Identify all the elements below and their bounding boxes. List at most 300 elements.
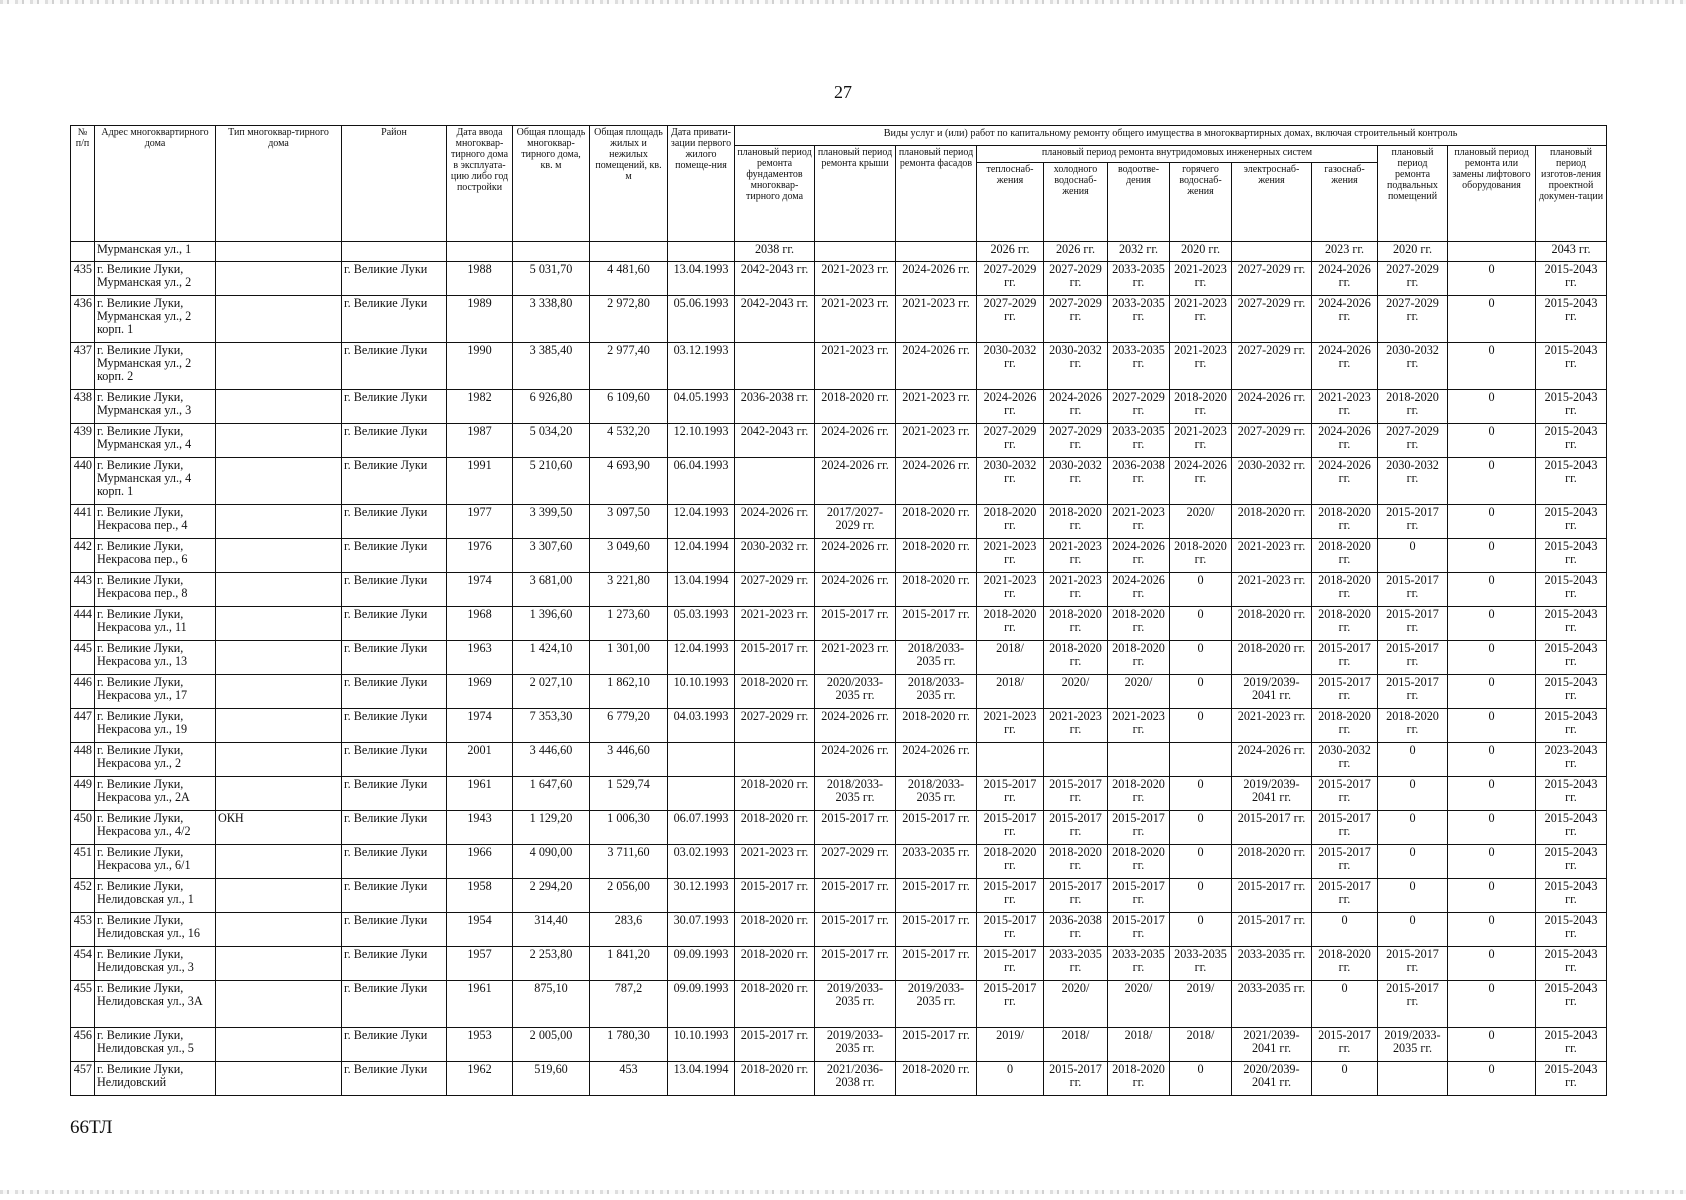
table-row <box>71 242 1607 262</box>
cell-roof: 2015-2017 гг. <box>815 811 896 845</box>
cell-living: 3 097,50 <box>590 505 668 539</box>
cell-cold: 2015-2017 гг. <box>1044 811 1108 845</box>
cell-roof: 2024-2026 гг. <box>815 743 896 777</box>
table-row <box>71 424 1607 458</box>
table-row <box>71 641 1607 675</box>
cell-hot: 2018/ <box>1170 1028 1232 1062</box>
cell-no: 457 <box>71 1062 95 1096</box>
cell-no: 439 <box>71 424 95 458</box>
cell-sewer: 2024-2026 гг. <box>1108 573 1170 607</box>
cell-total: 1 396,60 <box>513 607 590 641</box>
cell-priv: 12.10.1993 <box>668 424 735 458</box>
cell-sewer: 2032 гг. <box>1108 242 1170 262</box>
cell-elec: 2033-2035 гг. <box>1232 981 1312 1028</box>
cell-year: 1982 <box>447 390 513 424</box>
cell-sewer: 2033-2035 гг. <box>1108 262 1170 296</box>
cell-gas: 2015-2017 гг. <box>1312 845 1378 879</box>
cell-living: 1 301,00 <box>590 641 668 675</box>
cell-heat: 2018-2020 гг. <box>977 607 1044 641</box>
cell-total: 5 031,70 <box>513 262 590 296</box>
cell-district: г. Великие Луки <box>342 505 447 539</box>
cell-total: 6 926,80 <box>513 390 590 424</box>
cell-cold: 2027-2029 гг. <box>1044 262 1108 296</box>
cell-address: г. Великие Луки, Некрасова пер., 4 <box>95 505 216 539</box>
cell-base: 0 <box>1378 539 1448 573</box>
cell-no: 449 <box>71 777 95 811</box>
cell-design: 2015-2043 гг. <box>1536 458 1607 505</box>
cell-sewer: 2036-2038 гг. <box>1108 458 1170 505</box>
cell-hot <box>1170 743 1232 777</box>
cell-district: г. Великие Луки <box>342 913 447 947</box>
cell-living: 453 <box>590 1062 668 1096</box>
cell-total: 519,60 <box>513 1062 590 1096</box>
cell-facade: 2019/2033-2035 гг. <box>896 981 977 1028</box>
cell-facade: 2024-2026 гг. <box>896 343 977 390</box>
cell-hot: 2020 гг. <box>1170 242 1232 262</box>
cell-lift: 0 <box>1448 1062 1536 1096</box>
table-row <box>71 573 1607 607</box>
header-type: Тип многоквар-тирного дома <box>216 126 342 242</box>
cell-year: 1961 <box>447 981 513 1028</box>
cell-type <box>216 424 342 458</box>
cell-year: 1990 <box>447 343 513 390</box>
cell-total: 1 129,20 <box>513 811 590 845</box>
cell-total: 2 253,80 <box>513 947 590 981</box>
cell-facade: 2015-2017 гг. <box>896 607 977 641</box>
cell-gas: 2015-2017 гг. <box>1312 879 1378 913</box>
cell-year: 1957 <box>447 947 513 981</box>
cell-priv <box>668 743 735 777</box>
cell-no: 438 <box>71 390 95 424</box>
cell-priv: 10.10.1993 <box>668 1028 735 1062</box>
cell-address: г. Великие Луки, Нелидовский <box>95 1062 216 1096</box>
cell-roof: 2015-2017 гг. <box>815 607 896 641</box>
cell-found: 2018-2020 гг. <box>735 913 815 947</box>
cell-lift: 0 <box>1448 1028 1536 1062</box>
table-row <box>71 913 1607 947</box>
cell-sewer: 2024-2026 гг. <box>1108 539 1170 573</box>
cell-base: 2030-2032 гг. <box>1378 343 1448 390</box>
header-district: Район <box>342 126 447 242</box>
cell-elec: 2019/2039-2041 гг. <box>1232 777 1312 811</box>
cell-design: 2015-2043 гг. <box>1536 296 1607 343</box>
cell-roof: 2018-2020 гг. <box>815 390 896 424</box>
cell-facade: 2021-2023 гг. <box>896 424 977 458</box>
cell-found: 2030-2032 гг. <box>735 539 815 573</box>
cell-total: 875,10 <box>513 981 590 1028</box>
cell-heat: 2015-2017 гг. <box>977 913 1044 947</box>
cell-type <box>216 845 342 879</box>
cell-design: 2015-2043 гг. <box>1536 424 1607 458</box>
cell-district: г. Великие Луки <box>342 879 447 913</box>
cell-facade: 2018-2020 гг. <box>896 539 977 573</box>
cell-design: 2015-2043 гг. <box>1536 879 1607 913</box>
cell-type <box>216 641 342 675</box>
cell-elec: 2021/2039-2041 гг. <box>1232 1028 1312 1062</box>
cell-cold: 2027-2029 гг. <box>1044 296 1108 343</box>
cell-type <box>216 981 342 1028</box>
header-foundation: плановый период ремонта фундаментов многоквар-тирного дома <box>735 146 815 242</box>
cell-living: 1 006,30 <box>590 811 668 845</box>
cell-heat: 2026 гг. <box>977 242 1044 262</box>
cell-hot: 0 <box>1170 709 1232 743</box>
cell-base: 2027-2029 гг. <box>1378 296 1448 343</box>
cell-sewer: 2018-2020 гг. <box>1108 607 1170 641</box>
cell-elec: 2021-2023 гг. <box>1232 539 1312 573</box>
cell-lift: 0 <box>1448 675 1536 709</box>
cell-found: 2038 гг. <box>735 242 815 262</box>
cell-living: 3 711,60 <box>590 845 668 879</box>
cell-cold: 2024-2026 гг. <box>1044 390 1108 424</box>
cell-living: 4 693,90 <box>590 458 668 505</box>
cell-facade: 2015-2017 гг. <box>896 913 977 947</box>
cell-living: 6 779,20 <box>590 709 668 743</box>
cell-type <box>216 947 342 981</box>
cell-design: 2015-2043 гг. <box>1536 607 1607 641</box>
cell-priv: 05.03.1993 <box>668 607 735 641</box>
cell-hot: 2020/ <box>1170 505 1232 539</box>
repair-program-table <box>70 125 1607 1096</box>
table-row <box>71 607 1607 641</box>
cell-priv: 13.04.1993 <box>668 262 735 296</box>
cell-cold: 2021-2023 гг. <box>1044 709 1108 743</box>
cell-roof: 2019/2033-2035 гг. <box>815 1028 896 1062</box>
cell-heat: 2027-2029 гг. <box>977 262 1044 296</box>
cell-roof: 2015-2017 гг. <box>815 913 896 947</box>
cell-elec: 2019/2039-2041 гг. <box>1232 675 1312 709</box>
cell-no <box>71 242 95 262</box>
cell-heat: 2021-2023 гг. <box>977 573 1044 607</box>
cell-heat: 0 <box>977 1062 1044 1096</box>
cell-address: г. Великие Луки, Мурманская ул., 2 корп. 1 <box>95 296 216 343</box>
cell-priv: 12.04.1994 <box>668 539 735 573</box>
cell-base: 2030-2032 гг. <box>1378 458 1448 505</box>
cell-found: 2021-2023 гг. <box>735 845 815 879</box>
cell-lift: 0 <box>1448 913 1536 947</box>
header-roof: плановый период ремонта крыши <box>815 146 896 242</box>
table-row <box>71 390 1607 424</box>
header-privatization: Дата привати-зации первого жилого помеще-ния <box>668 126 735 242</box>
cell-elec <box>1232 242 1312 262</box>
cell-hot: 2019/ <box>1170 981 1232 1028</box>
header-electric: электроснаб-жения <box>1232 163 1312 242</box>
cell-address: г. Великие Луки, Некрасова ул., 6/1 <box>95 845 216 879</box>
cell-roof: 2021/2036-2038 гг. <box>815 1062 896 1096</box>
cell-sewer: 2015-2017 гг. <box>1108 879 1170 913</box>
cell-found: 2036-2038 гг. <box>735 390 815 424</box>
cell-total: 2 005,00 <box>513 1028 590 1062</box>
header-hot-water: горячего водоснаб-жения <box>1170 163 1232 242</box>
cell-no: 450 <box>71 811 95 845</box>
cell-roof: 2021-2023 гг. <box>815 296 896 343</box>
cell-total: 7 353,30 <box>513 709 590 743</box>
cell-lift: 0 <box>1448 296 1536 343</box>
cell-sewer: 2020/ <box>1108 675 1170 709</box>
cell-total: 3 681,00 <box>513 573 590 607</box>
cell-heat: 2021-2023 гг. <box>977 709 1044 743</box>
cell-no: 456 <box>71 1028 95 1062</box>
cell-heat <box>977 743 1044 777</box>
cell-sewer: 2018-2020 гг. <box>1108 641 1170 675</box>
cell-gas: 2021-2023 гг. <box>1312 390 1378 424</box>
cell-address: г. Великие Луки, Нелидовская ул., 3 <box>95 947 216 981</box>
cell-base: 2015-2017 гг. <box>1378 675 1448 709</box>
cell-design: 2015-2043 гг. <box>1536 539 1607 573</box>
cell-design: 2015-2043 гг. <box>1536 1062 1607 1096</box>
cell-design: 2015-2043 гг. <box>1536 675 1607 709</box>
cell-year: 1988 <box>447 262 513 296</box>
cell-district: г. Великие Луки <box>342 539 447 573</box>
table-row <box>71 343 1607 390</box>
cell-elec: 2027-2029 гг. <box>1232 424 1312 458</box>
cell-type <box>216 573 342 607</box>
cell-base: 0 <box>1378 811 1448 845</box>
cell-district: г. Великие Луки <box>342 1062 447 1096</box>
cell-found: 2015-2017 гг. <box>735 1028 815 1062</box>
cell-address: г. Великие Луки, Нелидовская ул., 16 <box>95 913 216 947</box>
header-works-group: Виды услуг и (или) работ по капитальному ремонту общего имущества в многоквартирных домах, включая строительный контроль <box>735 126 1607 146</box>
cell-lift: 0 <box>1448 811 1536 845</box>
header-facade: плановый период ремонта фасадов <box>896 146 977 242</box>
cell-base: 0 <box>1378 777 1448 811</box>
cell-no: 454 <box>71 947 95 981</box>
cell-elec: 2015-2017 гг. <box>1232 879 1312 913</box>
cell-lift: 0 <box>1448 641 1536 675</box>
cell-district: г. Великие Луки <box>342 777 447 811</box>
cell-found: 2042-2043 гг. <box>735 262 815 296</box>
cell-total: 4 090,00 <box>513 845 590 879</box>
cell-priv: 06.07.1993 <box>668 811 735 845</box>
cell-district: г. Великие Луки <box>342 458 447 505</box>
table-row <box>71 811 1607 845</box>
header-sewer: водоотве-дения <box>1108 163 1170 242</box>
cell-roof: 2015-2017 гг. <box>815 879 896 913</box>
table-row <box>71 743 1607 777</box>
cell-year: 1966 <box>447 845 513 879</box>
cell-sewer: 2018-2020 гг. <box>1108 1062 1170 1096</box>
cell-elec: 2018-2020 гг. <box>1232 607 1312 641</box>
cell-no: 452 <box>71 879 95 913</box>
cell-base: 2018-2020 гг. <box>1378 390 1448 424</box>
cell-cold: 2027-2029 гг. <box>1044 424 1108 458</box>
cell-found: 2018-2020 гг. <box>735 811 815 845</box>
cell-priv: 13.04.1994 <box>668 573 735 607</box>
cell-district: г. Великие Луки <box>342 641 447 675</box>
cell-lift: 0 <box>1448 424 1536 458</box>
cell-no: 445 <box>71 641 95 675</box>
cell-base <box>1378 1062 1448 1096</box>
cell-base: 0 <box>1378 879 1448 913</box>
cell-cold: 2018-2020 гг. <box>1044 505 1108 539</box>
cell-design: 2015-2043 гг. <box>1536 913 1607 947</box>
cell-no: 451 <box>71 845 95 879</box>
cell-year: 1953 <box>447 1028 513 1062</box>
cell-roof: 2024-2026 гг. <box>815 458 896 505</box>
cell-found <box>735 343 815 390</box>
cell-elec: 2020/2039-2041 гг. <box>1232 1062 1312 1096</box>
cell-heat: 2030-2032 гг. <box>977 458 1044 505</box>
cell-cold: 2030-2032 гг. <box>1044 458 1108 505</box>
cell-roof: 2024-2026 гг. <box>815 539 896 573</box>
cell-year: 1974 <box>447 573 513 607</box>
cell-elec: 2021-2023 гг. <box>1232 573 1312 607</box>
cell-type <box>216 296 342 343</box>
cell-gas: 2018-2020 гг. <box>1312 573 1378 607</box>
cell-base: 2027-2029 гг. <box>1378 424 1448 458</box>
cell-district: г. Великие Луки <box>342 424 447 458</box>
cell-living <box>590 242 668 262</box>
table-row <box>71 1028 1607 1062</box>
cell-sewer <box>1108 743 1170 777</box>
cell-priv: 12.04.1993 <box>668 641 735 675</box>
cell-address: г. Великие Луки, Некрасова пер., 6 <box>95 539 216 573</box>
cell-roof: 2021-2023 гг. <box>815 343 896 390</box>
cell-facade: 2018-2020 гг. <box>896 505 977 539</box>
cell-sewer: 2033-2035 гг. <box>1108 947 1170 981</box>
cell-elec: 2018-2020 гг. <box>1232 641 1312 675</box>
cell-year: 1962 <box>447 1062 513 1096</box>
cell-facade: 2015-2017 гг. <box>896 947 977 981</box>
cell-cold: 2021-2023 гг. <box>1044 539 1108 573</box>
cell-hot: 2033-2035 гг. <box>1170 947 1232 981</box>
cell-address: г. Великие Луки, Некрасова пер., 8 <box>95 573 216 607</box>
cell-sewer: 2021-2023 гг. <box>1108 709 1170 743</box>
cell-roof: 2021-2023 гг. <box>815 641 896 675</box>
cell-cold: 2021-2023 гг. <box>1044 573 1108 607</box>
cell-lift: 0 <box>1448 458 1536 505</box>
cell-gas: 2023 гг. <box>1312 242 1378 262</box>
cell-address: г. Великие Луки, Мурманская ул., 4 корп. 1 <box>95 458 216 505</box>
cell-facade: 2015-2017 гг. <box>896 879 977 913</box>
cell-elec: 2027-2029 гг. <box>1232 262 1312 296</box>
cell-roof: 2024-2026 гг. <box>815 573 896 607</box>
cell-year: 1963 <box>447 641 513 675</box>
scan-edge-top <box>0 0 1686 4</box>
cell-facade: 2024-2026 гг. <box>896 743 977 777</box>
cell-lift: 0 <box>1448 505 1536 539</box>
cell-sewer: 2018/ <box>1108 1028 1170 1062</box>
cell-facade: 2021-2023 гг. <box>896 390 977 424</box>
cell-hot: 2018-2020 гг. <box>1170 539 1232 573</box>
cell-roof: 2027-2029 гг. <box>815 845 896 879</box>
cell-gas: 2030-2032 гг. <box>1312 743 1378 777</box>
table-row <box>71 709 1607 743</box>
table-row <box>71 981 1607 1028</box>
cell-type <box>216 913 342 947</box>
cell-sewer: 2015-2017 гг. <box>1108 811 1170 845</box>
table-row <box>71 675 1607 709</box>
cell-total: 3 446,60 <box>513 743 590 777</box>
cell-heat: 2030-2032 гг. <box>977 343 1044 390</box>
cell-cold <box>1044 743 1108 777</box>
cell-base: 2018-2020 гг. <box>1378 709 1448 743</box>
cell-cold: 2015-2017 гг. <box>1044 1062 1108 1096</box>
cell-address: г. Великие Луки, Нелидовская ул., 5 <box>95 1028 216 1062</box>
cell-address: г. Великие Луки, Некрасова ул., 17 <box>95 675 216 709</box>
cell-design: 2015-2043 гг. <box>1536 981 1607 1028</box>
cell-type: ОКН <box>216 811 342 845</box>
cell-design: 2015-2043 гг. <box>1536 573 1607 607</box>
cell-living: 283,6 <box>590 913 668 947</box>
cell-lift: 0 <box>1448 607 1536 641</box>
cell-total: 3 385,40 <box>513 343 590 390</box>
table-row <box>71 947 1607 981</box>
cell-address: Мурманская ул., 1 <box>95 242 216 262</box>
cell-address: г. Великие Луки, Некрасова ул., 19 <box>95 709 216 743</box>
cell-lift: 0 <box>1448 709 1536 743</box>
cell-lift: 0 <box>1448 845 1536 879</box>
cell-living: 3 446,60 <box>590 743 668 777</box>
cell-roof: 2017/2027-2029 гг. <box>815 505 896 539</box>
cell-base: 2020 гг. <box>1378 242 1448 262</box>
cell-heat: 2015-2017 гг. <box>977 777 1044 811</box>
cell-heat: 2015-2017 гг. <box>977 879 1044 913</box>
cell-base: 2015-2017 гг. <box>1378 641 1448 675</box>
cell-address: г. Великие Луки, Некрасова ул., 2А <box>95 777 216 811</box>
cell-design: 2015-2043 гг. <box>1536 845 1607 879</box>
cell-priv: 30.07.1993 <box>668 913 735 947</box>
cell-design: 2015-2043 гг. <box>1536 1028 1607 1062</box>
cell-found: 2018-2020 гг. <box>735 777 815 811</box>
cell-lift: 0 <box>1448 390 1536 424</box>
header-year: Дата ввода многоквар-тирного дома в эксплуата-цию либо год постройки <box>447 126 513 242</box>
cell-lift: 0 <box>1448 743 1536 777</box>
cell-total: 2 027,10 <box>513 675 590 709</box>
cell-type <box>216 675 342 709</box>
cell-facade: 2015-2017 гг. <box>896 811 977 845</box>
cell-sewer: 2018-2020 гг. <box>1108 845 1170 879</box>
cell-base: 2015-2017 гг. <box>1378 505 1448 539</box>
cell-year: 1969 <box>447 675 513 709</box>
cell-hot: 0 <box>1170 879 1232 913</box>
cell-facade: 2021-2023 гг. <box>896 296 977 343</box>
cell-elec: 2030-2032 гг. <box>1232 458 1312 505</box>
cell-no: 440 <box>71 458 95 505</box>
table-row <box>71 845 1607 879</box>
header-gas: газоснаб-жения <box>1312 163 1378 242</box>
cell-facade: 2015-2017 гг. <box>896 1028 977 1062</box>
header-elevator: плановый период ремонта или замены лифтового оборудования <box>1448 146 1536 242</box>
cell-cold: 2018-2020 гг. <box>1044 607 1108 641</box>
cell-address: г. Великие Луки, Некрасова ул., 11 <box>95 607 216 641</box>
cell-year: 1991 <box>447 458 513 505</box>
cell-sewer: 2033-2035 гг. <box>1108 424 1170 458</box>
cell-year: 1958 <box>447 879 513 913</box>
cell-facade: 2024-2026 гг. <box>896 262 977 296</box>
cell-type <box>216 539 342 573</box>
cell-roof <box>815 242 896 262</box>
cell-found: 2018-2020 гг. <box>735 947 815 981</box>
cell-roof: 2018/2033-2035 гг. <box>815 777 896 811</box>
cell-no: 453 <box>71 913 95 947</box>
cell-address: г. Великие Луки, Некрасова ул., 4/2 <box>95 811 216 845</box>
cell-found: 2042-2043 гг. <box>735 424 815 458</box>
cell-cold: 2015-2017 гг. <box>1044 777 1108 811</box>
cell-gas: 2015-2017 гг. <box>1312 641 1378 675</box>
cell-district: г. Великие Луки <box>342 947 447 981</box>
cell-heat: 2019/ <box>977 1028 1044 1062</box>
cell-facade: 2018-2020 гг. <box>896 709 977 743</box>
cell-design: 2023-2043 гг. <box>1536 743 1607 777</box>
cell-found: 2042-2043 гг. <box>735 296 815 343</box>
cell-heat: 2018-2020 гг. <box>977 845 1044 879</box>
cell-gas: 2015-2017 гг. <box>1312 675 1378 709</box>
cell-roof: 2020/2033-2035 гг. <box>815 675 896 709</box>
cell-district: г. Великие Луки <box>342 296 447 343</box>
cell-base: 0 <box>1378 913 1448 947</box>
cell-priv: 09.09.1993 <box>668 981 735 1028</box>
cell-design: 2015-2043 гг. <box>1536 641 1607 675</box>
